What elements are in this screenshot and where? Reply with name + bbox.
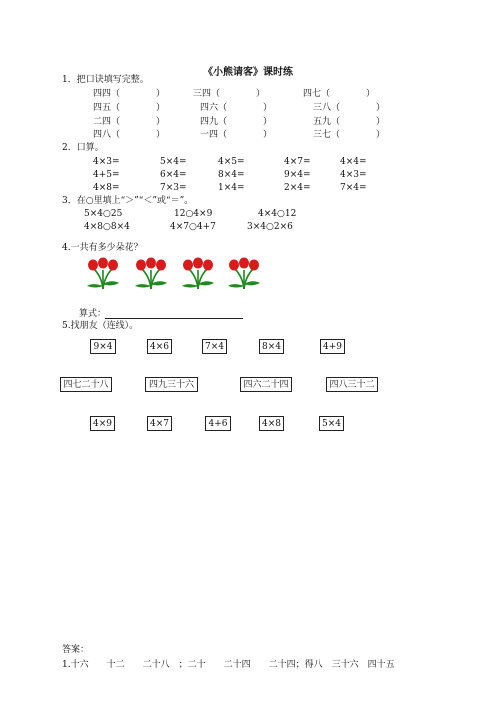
answers-line-1: 1.十六 十二 二十八 ；二十 二十四 二十四；得八 三十六 四十五 xyxy=(62,660,395,670)
bottom-card-4[interactable]: 4×8 xyxy=(259,416,284,431)
answers-label: 答案： xyxy=(62,645,90,655)
top-card-5[interactable]: 4+9 xyxy=(320,339,345,354)
q2-r2-c4: 9×4= xyxy=(284,170,311,180)
q2-r3-c3: 1×4= xyxy=(218,183,245,193)
top-card-1[interactable]: 9×4 xyxy=(90,339,116,354)
q2-r3-c2: 7×3= xyxy=(160,183,187,193)
q1-r3-c2: 四九（ ） xyxy=(200,117,273,127)
top-card-3[interactable]: 7×4 xyxy=(202,339,227,354)
q1-r1-c1: 四四（ ） xyxy=(93,89,166,99)
flower-icon xyxy=(85,256,121,290)
middle-card-4[interactable]: 四八三十二 xyxy=(326,377,378,392)
q2-r2-c2: 6×4= xyxy=(160,170,187,180)
q2-r3-c5: 7×4= xyxy=(340,183,367,193)
q1-r1-c2: 三四（ ） xyxy=(193,89,266,99)
formula-answer-line[interactable] xyxy=(105,318,243,319)
top-card-4[interactable]: 8×4 xyxy=(259,339,284,354)
middle-card-3[interactable]: 四六二十四 xyxy=(240,377,292,392)
flower-icon xyxy=(226,256,262,290)
q5-heading: 5.找朋友（连线）。 xyxy=(62,321,139,331)
q1-r2-c1: 四五（ ） xyxy=(93,103,166,113)
middle-card-1[interactable]: 四七二十八 xyxy=(60,377,112,392)
q1-heading: 1．把口诀填写完整。 xyxy=(62,75,149,85)
q2-r1-c2: 5×4= xyxy=(160,157,187,167)
bottom-card-1[interactable]: 4×9 xyxy=(90,416,115,431)
q1-r2-c3: 三八（ ） xyxy=(313,103,386,113)
q3-r1-c1: 5×4○25 xyxy=(84,209,123,219)
q2-r1-c5: 4×4= xyxy=(340,157,367,167)
bottom-card-2[interactable]: 4×7 xyxy=(147,416,172,431)
q1-r3-c1: 二四（ ） xyxy=(93,117,166,127)
q2-r2-c5: 4×3= xyxy=(340,170,367,180)
q3-r2-c3: 3×4○2×6 xyxy=(247,222,293,232)
q2-r3-c4: 2×4= xyxy=(284,183,311,193)
q2-r1-c3: 4×5= xyxy=(218,157,245,167)
q2-r1-c1: 4×3= xyxy=(93,157,120,167)
q1-r2-c2: 四六（ ） xyxy=(200,103,273,113)
q2-heading: 2．口算。 xyxy=(62,143,104,153)
q2-r3-c1: 4×8= xyxy=(93,183,120,193)
q1-r4-c1: 四八（ ） xyxy=(93,130,166,140)
q2-r2-c1: 4+5= xyxy=(93,170,120,180)
flower-icon xyxy=(180,256,216,290)
q3-r2-c1: 4×8○8×4 xyxy=(84,222,130,232)
q2-r2-c3: 8×4= xyxy=(218,170,245,180)
q3-heading: 3．在○里填上“＞”“＜”或“＝”。 xyxy=(62,196,194,206)
flower-icon xyxy=(133,256,169,290)
q1-r1-c3: 四七（ ） xyxy=(303,89,376,99)
q1-r4-c3: 三七（ ） xyxy=(313,130,386,140)
q3-r2-c2: 4×7○4+7 xyxy=(170,222,216,232)
bottom-card-3[interactable]: 4+6 xyxy=(205,416,231,431)
q2-r1-c4: 4×7= xyxy=(284,157,311,167)
page-title: 《小熊请客》课时练 xyxy=(203,67,293,78)
bottom-card-5[interactable]: 5×4 xyxy=(319,416,344,431)
q3-r1-c2: 12○4×9 xyxy=(174,209,213,219)
q1-r3-c3: 五九（ ） xyxy=(313,117,386,127)
top-card-2[interactable]: 4×6 xyxy=(147,339,172,354)
q3-r1-c3: 4×4○12 xyxy=(258,209,297,219)
q4-heading: 4.一共有多少朵花？ xyxy=(62,243,143,253)
q1-r4-c2: 一四（ ） xyxy=(200,130,273,140)
middle-card-2[interactable]: 四九三十六 xyxy=(145,377,198,392)
formula-label: 算式： xyxy=(79,309,107,319)
